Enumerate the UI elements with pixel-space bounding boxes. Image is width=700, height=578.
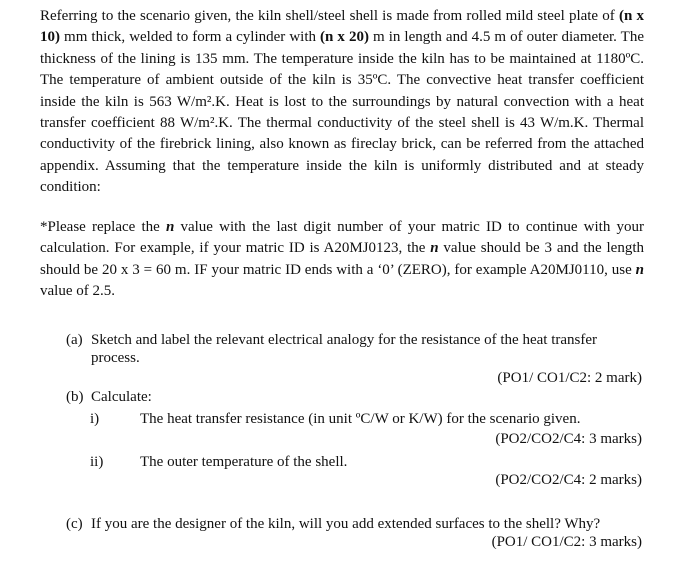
n-variable: n bbox=[430, 240, 439, 257]
scenario-text-2: mm thick, welded to form a cylinder with bbox=[60, 29, 321, 46]
question-b-i-label: i) bbox=[90, 411, 100, 427]
instruction-text-3: value should be 3 and the length should be 20 x 3 = 60 m. IF your matric ID ends with a ‘0’ (ZERO), for example A20MJ0110, use bbox=[40, 240, 644, 278]
question-c-label: (c) bbox=[66, 516, 83, 532]
instruction-text-2: value with the last digit number of your matric ID to continue with your calculation. For example, if your matric ID is A20MJ0123, the bbox=[40, 219, 644, 257]
question-b-i bbox=[90, 409, 660, 429]
question-a-text-line1: Sketch and label the relevant electrical analogy for the resistance of the heat transfer bbox=[91, 332, 598, 348]
question-b-i-marks: (PO2/CO2/C4: 3 marks) bbox=[495, 431, 642, 447]
question-a-label: (a) bbox=[66, 332, 83, 348]
instruction-text-4: value of 2.5. bbox=[40, 283, 115, 300]
question-a-text-line2: process. bbox=[91, 350, 140, 366]
question-a-marks: (PO1/ CO1/C2: 2 mark) bbox=[497, 370, 642, 386]
question-b-label: (b) bbox=[66, 389, 84, 405]
question-c-marks: (PO1/ CO1/C2: 3 marks) bbox=[491, 534, 642, 550]
instruction-text-1: *Please replace the bbox=[40, 219, 166, 235]
n-variable: n bbox=[635, 261, 644, 278]
question-b-ii-text: The outer temperature of the shell. bbox=[140, 454, 348, 470]
question-b-ii-marks: (PO2/CO2/C4: 2 marks) bbox=[495, 472, 642, 488]
plate-thickness-expr: (n x 10) bbox=[40, 8, 645, 46]
cylinder-length-expr: (n x 20) bbox=[320, 29, 369, 46]
n-variable: n bbox=[165, 219, 175, 235]
instruction-paragraph bbox=[40, 217, 644, 303]
scenario-paragraph bbox=[40, 6, 644, 199]
question-b-text: Calculate: bbox=[91, 389, 152, 405]
question-c bbox=[66, 514, 666, 534]
question-b-ii-label: ii) bbox=[90, 454, 104, 470]
question-b-i-text: The heat transfer resistance (in unit ºC/W or K/W) for the scenario given. bbox=[140, 411, 581, 427]
question-c-text: If you are the designer of the kiln, will you add extended surfaces to the shell? Why? bbox=[91, 516, 601, 532]
question-b bbox=[66, 387, 656, 407]
scenario-text-1: Referring to the scenario given, the kiln shell/steel shell is made from rolled mild steel plate of bbox=[40, 8, 615, 24]
scenario-text-3: m in length and 4.5 m of outer diameter. The thickness of the lining is 135 mm. The temperature inside the kiln has to be maintained at 1180ºC. The temperature of ambient outside of the kiln is 35ºC. The convective heat transfer coefficient inside the kiln is 563 W/m².K. Heat is lost to the surroundings by natural convection with a heat transfer coefficient 88 W/m².K. The thermal conductivity of the steel shell is 43 W/m.K. Thermal conductivity of the firebrick lining, also known as fireclay brick, can be referred from the attached appendix. Assuming that the temperature inside the kiln is uniformly distributed and at steady condition: bbox=[40, 29, 644, 196]
question-b-ii bbox=[90, 452, 660, 472]
